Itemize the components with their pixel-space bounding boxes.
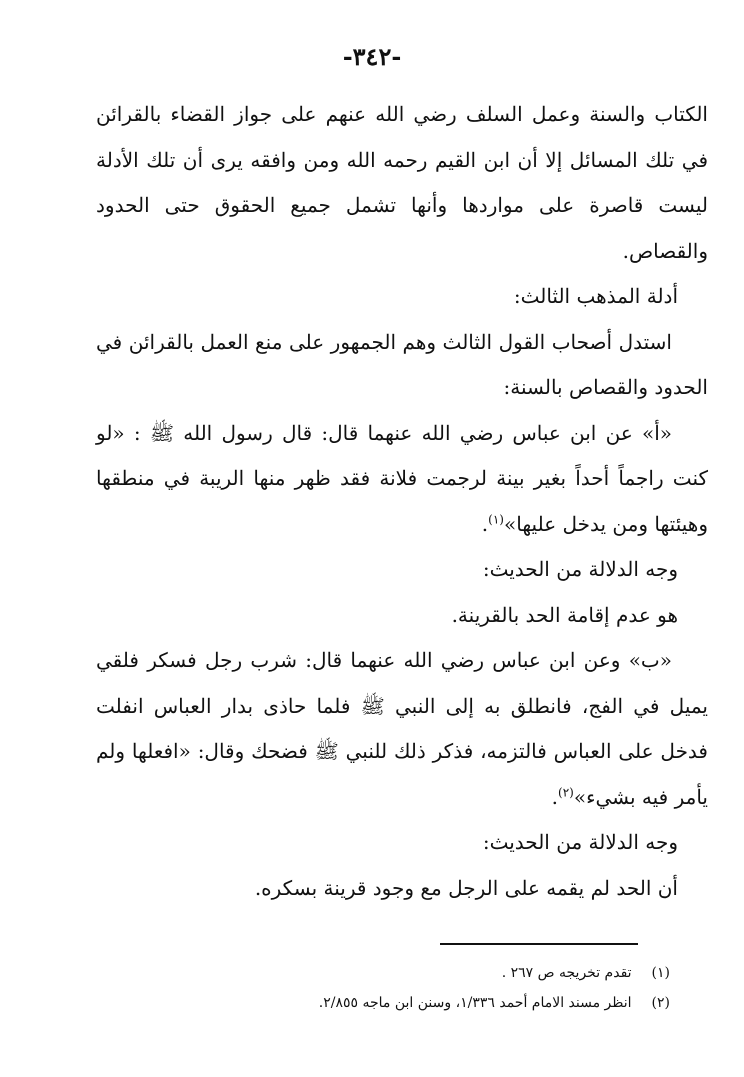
- hadith-b-text: «ب» وعن ابن عباس رضي الله عنهما قال: شرب رجل فسكر فلقي يميل في الفج، فانطلق به إلى النبي ﷺ فلما حاذى بدار العباس انفلت فدخل على العباس فالتزمه، فذكر ذلك للنبي ﷺ فضحك وقال: «افعلها ولم يأمر فيه بشيء»: [96, 648, 708, 809]
- footnotes: [150, 958, 670, 1018]
- heading-evidence-from-hadith-a: وجه الدلالة من الحديث:: [482, 557, 678, 581]
- body-text: [96, 92, 708, 911]
- footnote-1-text: تقدم تخريجه ص ٢٦٧ .: [501, 965, 632, 981]
- hadith-a-text: «أ» عن ابن عباس رضي الله عنهما قال: قال رسول الله ﷺ : «لو كنت راجماً أحداً بغير بينة لرجمت فلانة فقد ظهر منها الريبة في منطقها وهيئتها ومن يدخل عليها»: [96, 420, 708, 536]
- footnote-divider: [440, 943, 638, 945]
- footnote-2: [150, 988, 670, 1018]
- paragraph-evidence-b: أن الحد لم يقمه على الرجل مع وجود قرينة بسكره.: [254, 875, 678, 900]
- footnote-1-number: (١): [651, 965, 670, 981]
- footnote-1: [150, 958, 670, 988]
- paragraph-hadith-a: «أ» عن ابن عباس رضي الله عنهما قال: قال رسول الله ﷺ : «لو كنت راجماً أحداً بغير بينة لرجمت فلانة فقد ظهر منها الريبة في منطقها وهيئتها ومن يدخل عليها»$^{(١)}$.: [96, 420, 708, 536]
- footnote-marker-2: (٢): [558, 784, 574, 799]
- heading-third-opinion-evidence: أدلة المذهب الثالث:: [513, 284, 678, 308]
- footnote-2-text: انظر مسند الامام أحمد ١/٣٣٦، وسنن ابن ماجه ٢/٨٥٥.: [318, 995, 632, 1011]
- footnote-marker-1: (١): [488, 511, 504, 526]
- paragraph-evidence-a: هو عدم إقامة الحد بالقرينة.: [451, 602, 678, 627]
- page-number: -٣٤٢-: [342, 42, 402, 71]
- footnote-2-number: (٢): [651, 995, 670, 1011]
- heading-evidence-from-hadith-b: وجه الدلالة من الحديث:: [482, 830, 678, 854]
- paragraph-hadith-b: «ب» وعن ابن عباس رضي الله عنهما قال: شرب رجل فسكر فلقي يميل في الفج، فانطلق به إلى النبي ﷺ فلما حاذى بدار العباس انفلت فدخل على العباس فالتزمه، فذكر ذلك للنبي ﷺ فضحك وقال: «افعلها ولم يأمر فيه بشيء»$^{(٢)}$.: [96, 648, 708, 809]
- paragraph-intro: الكتاب والسنة وعمل السلف رضي الله عنهم على جواز القضاء بالقرائن في تلك المسائل إلا أن ابن القيم رحمه الله ومن وافقه يرى أن تلك الأدلة ليست قاصرة على مواردها وأنها تشمل جميع الحقوق حتى الحدود والقصاص.: [96, 102, 709, 263]
- paragraph-majority-view: استدل أصحاب القول الثالث وهم الجمهور على منع العمل بالقرائن في الحدود والقصاص بالسنة:: [96, 329, 708, 399]
